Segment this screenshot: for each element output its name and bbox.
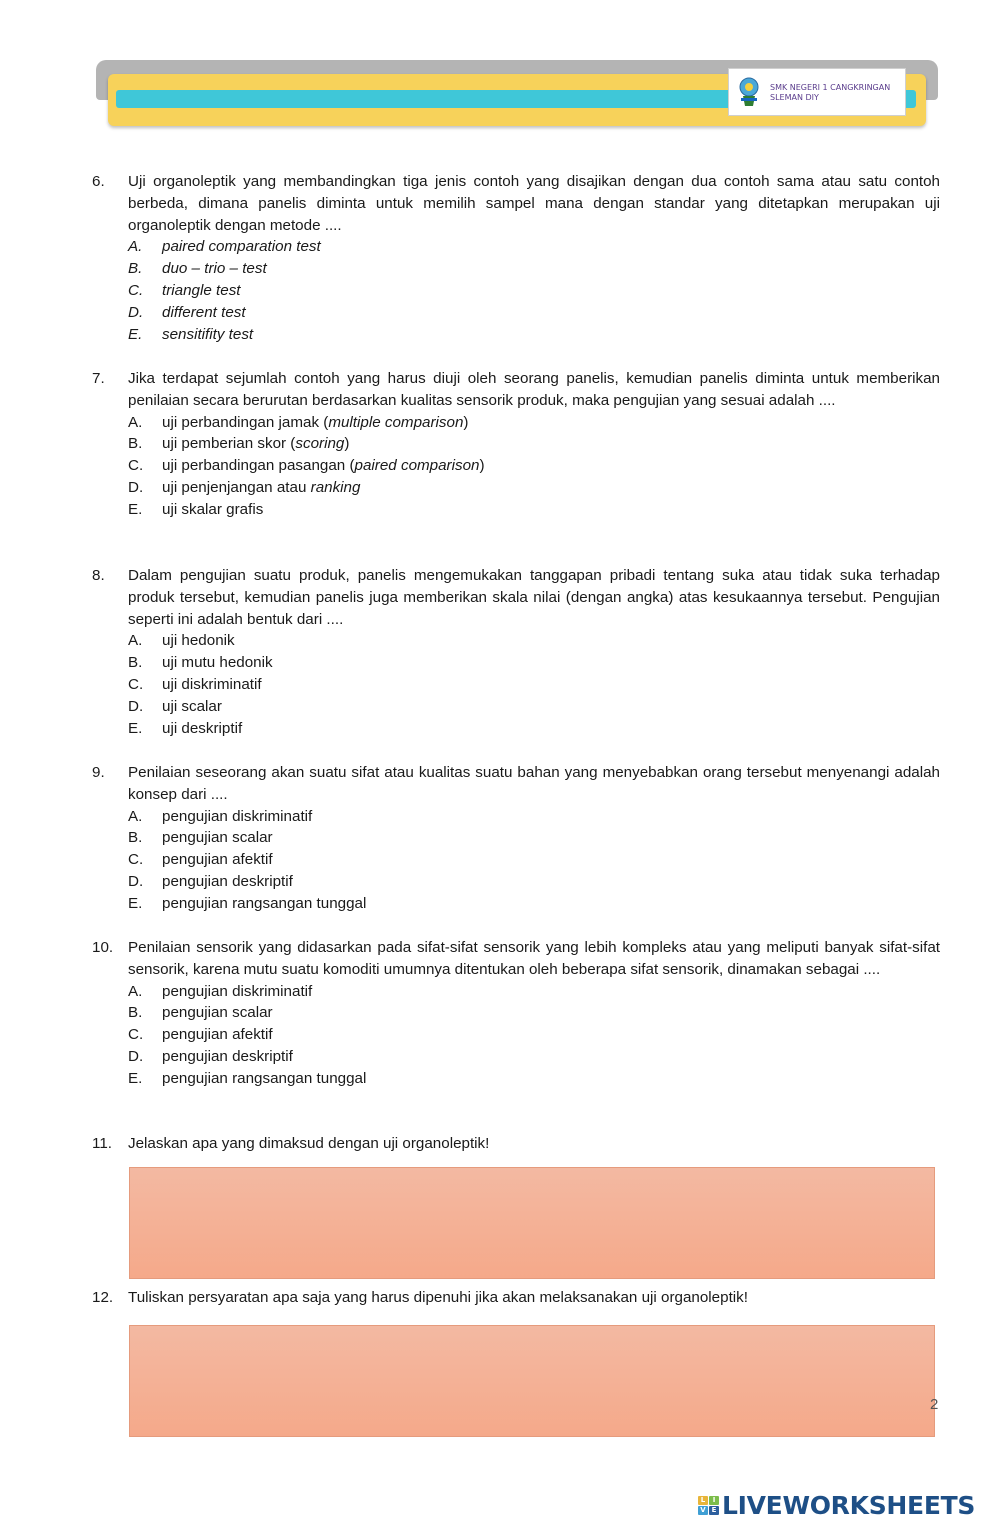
question-8: [92, 565, 940, 739]
header-banner: [96, 58, 938, 128]
option-b[interactable]: B. uji mutu hedonik: [128, 654, 273, 672]
option-d[interactable]: D. uji scalar: [128, 697, 222, 715]
question-11: [92, 1133, 940, 1155]
option-d[interactable]: D. uji penjenjangan atau ranking: [128, 478, 361, 496]
option-c[interactable]: C. uji perbandingan pasangan (paired comparison): [128, 457, 485, 475]
school-logo-box: [728, 68, 906, 116]
option-a[interactable]: A. uji hedonik: [128, 632, 235, 650]
question-12: [92, 1287, 940, 1309]
option-c[interactable]: C. uji diskriminatif: [128, 675, 262, 693]
option-b[interactable]: B. uji pemberian skor (scoring): [128, 435, 350, 453]
question-stem: Penilaian sensorik yang didasarkan pada sifat-sifat sensorik yang lebih kompleks atau yang meliputi banyak sifat-sifat sensorik, karena mutu suatu komoditi umumnya ditentukan oleh beberapa sifat sensorik, dinamakan sebagai ....: [128, 939, 940, 978]
question-stem: Jelaskan apa yang dimaksud dengan uji organoleptik!: [128, 1135, 490, 1152]
question-7: [92, 368, 940, 521]
option-a[interactable]: A. pengujian diskriminatif: [128, 807, 313, 825]
option-d[interactable]: D. different test: [128, 303, 246, 321]
option-e[interactable]: E. sensitifity test: [128, 325, 254, 343]
option-e[interactable]: E. uji deskriptif: [128, 719, 243, 737]
question-stem: Dalam pengujian suatu produk, panelis mengemukakan tanggapan pribadi tentang suka atau tidak suka terhadap produk tersebut, kemudian panelis juga memberikan skala nilai (dengan angka) atas kesukaannya tersebut. Pengujian seperti ini adalah bentuk dari ....: [128, 567, 940, 628]
question-number: 6.: [92, 173, 105, 190]
option-a[interactable]: A. pengujian diskriminatif: [128, 982, 313, 1000]
option-d[interactable]: D. pengujian deskriptif: [128, 872, 293, 890]
page-number: 2: [930, 1396, 939, 1413]
option-a[interactable]: A. uji perbandingan jamak (multiple comparison): [128, 413, 469, 431]
question-number: 11.: [92, 1135, 112, 1152]
question-stem: Penilaian seseorang akan suatu sifat atau kualitas suatu bahan yang menyebabkan orang tersebut menyenangi adalah konsep dari ....: [128, 764, 940, 803]
liveworksheets-wordmark: LIVEWORKSHEETS: [722, 1490, 976, 1520]
question-number: 8.: [92, 567, 105, 584]
option-b[interactable]: B. pengujian scalar: [128, 1004, 273, 1022]
question-stem: Uji organoleptik yang membandingkan tiga jenis contoh yang disajikan dengan dua contoh sama atau satu contoh berbeda, dimana panelis diminta untuk memilih sampel mana dengan standar yang ditetapkan merupakan uji organoleptik dengan metode ....: [128, 173, 940, 234]
option-a[interactable]: A. paired comparation test: [128, 238, 321, 256]
school-emblem-icon: [737, 77, 761, 109]
question-stem: Jika terdapat sejumlah contoh yang harus diuji oleh seorang panelis, kemudian panelis diminta untuk memberikan penilaian secara berurutan berdasarkan kualitas sensorik produk, maka pengujian yang sesuai adalah ....: [128, 370, 940, 409]
question-10: [92, 937, 940, 1090]
option-b[interactable]: B. duo – trio – test: [128, 260, 267, 278]
option-c[interactable]: C. pengujian afektif: [128, 851, 273, 869]
option-c[interactable]: C. pengujian afektif: [128, 1026, 273, 1044]
question-stem: Tuliskan persyaratan apa saja yang harus dipenuhi jika akan melaksanakan uji organoleptik!: [128, 1289, 748, 1306]
option-d[interactable]: D. pengujian deskriptif: [128, 1047, 293, 1065]
question-9: [92, 762, 940, 915]
school-location: SLEMAN DIY: [770, 93, 819, 102]
question-number: 9.: [92, 764, 105, 781]
option-e[interactable]: E. pengujian rangsangan tunggal: [128, 894, 367, 912]
school-name: SMK NEGERI 1 CANGKRINGAN: [770, 83, 891, 92]
option-b[interactable]: B. pengujian scalar: [128, 829, 273, 847]
option-e[interactable]: E. pengujian rangsangan tunggal: [128, 1069, 367, 1087]
answer-box-q12[interactable]: [129, 1325, 935, 1437]
question-6: [92, 171, 940, 345]
question-number: 10.: [92, 939, 114, 956]
question-number: 7.: [92, 370, 105, 387]
option-c[interactable]: C. triangle test: [128, 281, 241, 299]
answer-box-q11[interactable]: [129, 1167, 935, 1279]
liveworksheets-logo: [698, 1490, 975, 1520]
liveworksheets-grid-icon: L I V E: [698, 1496, 719, 1515]
option-e[interactable]: E. uji skalar grafis: [128, 500, 264, 518]
question-number: 12.: [92, 1289, 114, 1306]
